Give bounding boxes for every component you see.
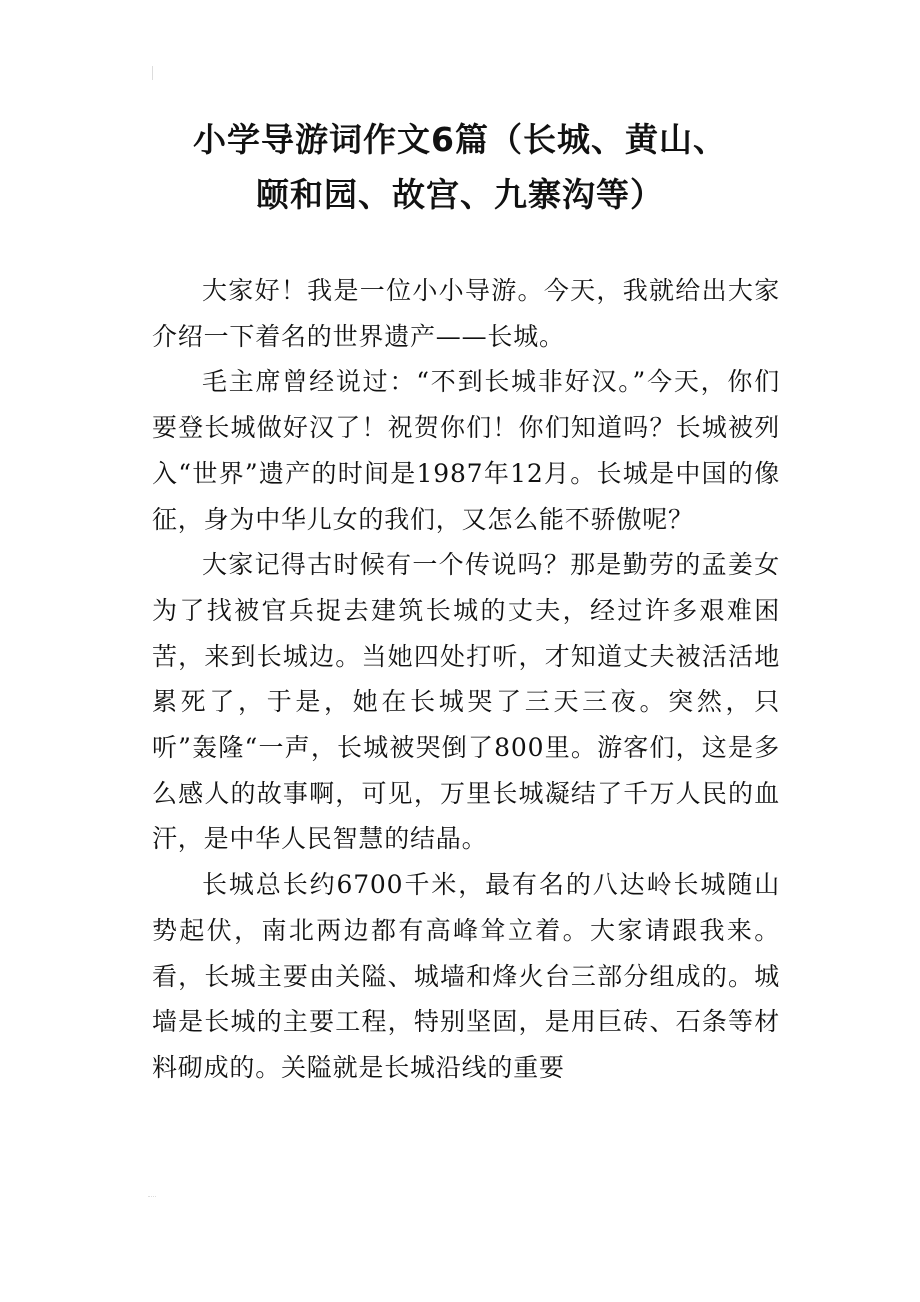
document-body [152,268,780,1091]
crop-mark [148,1196,156,1205]
title-line-2: 颐和园、故宫、九寨沟等） [256,175,664,214]
document-title [130,112,790,222]
crop-mark [152,66,159,80]
paragraph: 大家好！我是一位小小导游。今天，我就给出大家介绍一下着名的世界遗产——长城。 [152,276,780,351]
paragraph: 毛主席曾经说过：“不到长城非好汉。”今天，你们要登长城做好汉了！祝贺你们！你们知道吗？长城被列入“世界”遗产的时间是1987年12月。长城是中国的像征，身为中华儿女的我们，又怎么能不骄傲呢？ [152,367,780,534]
title-line-1: 小学导游词作文6篇（长城、黄山、 [193,120,727,159]
paragraph: 长城总长约6700千米，最有名的八达岭长城随山势起伏，南北两边都有高峰耸立着。大家请跟我来。看，长城主要由关隘、城墙和烽火台三部分组成的。城墙是长城的主要工程，特别坚固，是用巨砖、石条等材料砌成的。关隘就是长城沿线的重要 [152,870,780,1082]
paragraph: 大家记得古时候有一个传说吗？那是勤劳的孟姜女为了找被官兵捉去建筑长城的丈夫，经过许多艰难困苦，来到长城边。当她四处打听，才知道丈夫被活活地累死了，于是，她在长城哭了三天三夜。突然，只听”轰隆“一声，长城被哭倒了800里。游客们，这是多么感人的故事啊，可见，万里长城凝结了千万人民的血汗，是中华人民智慧的结晶。 [152,550,780,854]
